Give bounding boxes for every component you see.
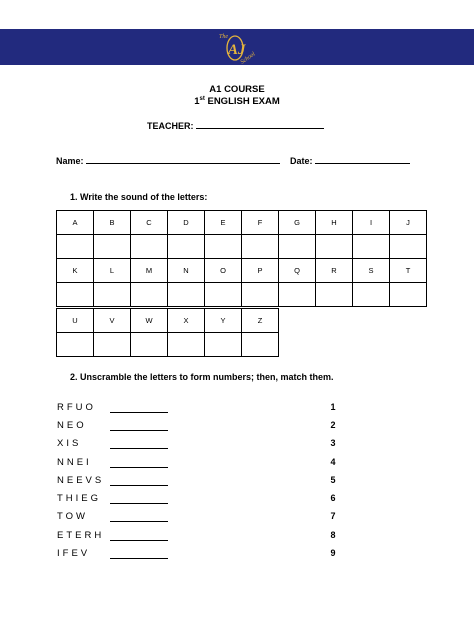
- letters-table-row1: [56, 210, 427, 307]
- exam-title: [0, 96, 474, 107]
- teacher-line: [147, 119, 324, 131]
- letter-cell: V: [94, 309, 131, 333]
- letter-cell: K: [57, 259, 94, 283]
- letter-cell: S: [353, 259, 390, 283]
- date-line: [290, 154, 410, 166]
- letter-cell: G: [279, 211, 316, 235]
- answer-blank[interactable]: [110, 420, 168, 431]
- match-number: 8: [330, 530, 336, 540]
- answer-blank[interactable]: [110, 475, 168, 486]
- letter-cell: B: [94, 211, 131, 235]
- school-logo: [212, 27, 262, 67]
- name-label: Name:: [56, 156, 84, 166]
- letter-cell: R: [316, 259, 353, 283]
- answer-cell[interactable]: [168, 235, 205, 259]
- match-number: 9: [330, 548, 336, 558]
- date-field[interactable]: [315, 154, 410, 164]
- match-number: 3: [330, 438, 336, 448]
- answer-cell[interactable]: [57, 333, 94, 357]
- teacher-label: TEACHER:: [147, 121, 194, 131]
- answer-cell[interactable]: [353, 283, 390, 307]
- teacher-field[interactable]: [196, 119, 324, 129]
- match-number: 1: [330, 402, 336, 412]
- letter-cell: M: [131, 259, 168, 283]
- match-number: 7: [330, 511, 336, 521]
- answer-cell[interactable]: [94, 333, 131, 357]
- date-label: Date:: [290, 156, 313, 166]
- answer-cell[interactable]: [242, 283, 279, 307]
- svg-text:School: School: [239, 51, 257, 66]
- answer-cell[interactable]: [353, 235, 390, 259]
- letter-cell: W: [131, 309, 168, 333]
- letter-cell: P: [242, 259, 279, 283]
- scrambled-word: TOW: [57, 511, 88, 522]
- answer-cell[interactable]: [279, 283, 316, 307]
- name-field[interactable]: [86, 154, 280, 164]
- answer-cell[interactable]: [242, 235, 279, 259]
- scrambled-word: NEO: [57, 420, 87, 431]
- answer-cell[interactable]: [131, 235, 168, 259]
- scrambled-word: THIEG: [57, 493, 102, 504]
- answer-blank[interactable]: [110, 438, 168, 449]
- letter-cell: D: [168, 211, 205, 235]
- name-line: [56, 154, 280, 166]
- answer-blank[interactable]: [110, 493, 168, 504]
- letter-cell: H: [316, 211, 353, 235]
- letter-cell: X: [168, 309, 205, 333]
- scrambled-word: XIS: [57, 438, 82, 449]
- answer-blank[interactable]: [110, 548, 168, 559]
- answer-cell[interactable]: [131, 283, 168, 307]
- answer-cell[interactable]: [205, 235, 242, 259]
- answer-cell[interactable]: [279, 235, 316, 259]
- scrambled-word: RFUO: [57, 402, 96, 413]
- exam-number: 1: [194, 96, 200, 108]
- answer-blank[interactable]: [110, 402, 168, 413]
- question-1-label: 1. Write the sound of the letters:: [70, 192, 208, 202]
- letter-cell: L: [94, 259, 131, 283]
- course-title: A1 COURSE: [209, 84, 265, 95]
- svg-text:The: The: [219, 34, 228, 40]
- letters-table-row3: [56, 308, 279, 357]
- answer-cell[interactable]: [316, 235, 353, 259]
- letter-cell: C: [131, 211, 168, 235]
- letter-cell: U: [57, 309, 94, 333]
- letter-cell: Y: [205, 309, 242, 333]
- scrambled-word: IFEV: [57, 548, 91, 559]
- exam-name: ENGLISH EXAM: [204, 96, 280, 108]
- letter-cell: E: [205, 211, 242, 235]
- answer-cell[interactable]: [390, 235, 427, 259]
- letter-cell: A: [57, 211, 94, 235]
- answer-cell[interactable]: [205, 283, 242, 307]
- answer-cell[interactable]: [242, 333, 279, 357]
- letter-cell: Q: [279, 259, 316, 283]
- match-number: 6: [330, 493, 336, 503]
- letter-cell: N: [168, 259, 205, 283]
- svg-text:AJ: AJ: [228, 42, 246, 58]
- match-number: 2: [330, 420, 336, 430]
- match-number: 5: [330, 475, 336, 485]
- answer-cell[interactable]: [57, 283, 94, 307]
- answer-cell[interactable]: [316, 283, 353, 307]
- letter-cell: J: [390, 211, 427, 235]
- letter-cell: F: [242, 211, 279, 235]
- answer-cell[interactable]: [390, 283, 427, 307]
- question-2-label: 2. Unscramble the letters to form numbers; then, match them.: [70, 372, 334, 382]
- exam-ordinal: st: [199, 96, 205, 102]
- answer-cell[interactable]: [168, 283, 205, 307]
- scrambled-word: ETERH: [57, 530, 105, 541]
- answer-blank[interactable]: [110, 511, 168, 522]
- answer-cell[interactable]: [131, 333, 168, 357]
- answer-cell[interactable]: [57, 235, 94, 259]
- answer-cell[interactable]: [205, 333, 242, 357]
- scrambled-word: NNEI: [57, 457, 92, 468]
- match-number: 4: [330, 457, 336, 467]
- letter-cell: O: [205, 259, 242, 283]
- letter-cell: T: [390, 259, 427, 283]
- letter-cell: Z: [242, 309, 279, 333]
- answer-cell[interactable]: [94, 283, 131, 307]
- answer-cell[interactable]: [168, 333, 205, 357]
- answer-blank[interactable]: [110, 457, 168, 468]
- letter-cell: I: [353, 211, 390, 235]
- scrambled-word: NEEVS: [57, 475, 105, 486]
- answer-cell[interactable]: [94, 235, 131, 259]
- answer-blank[interactable]: [110, 530, 168, 541]
